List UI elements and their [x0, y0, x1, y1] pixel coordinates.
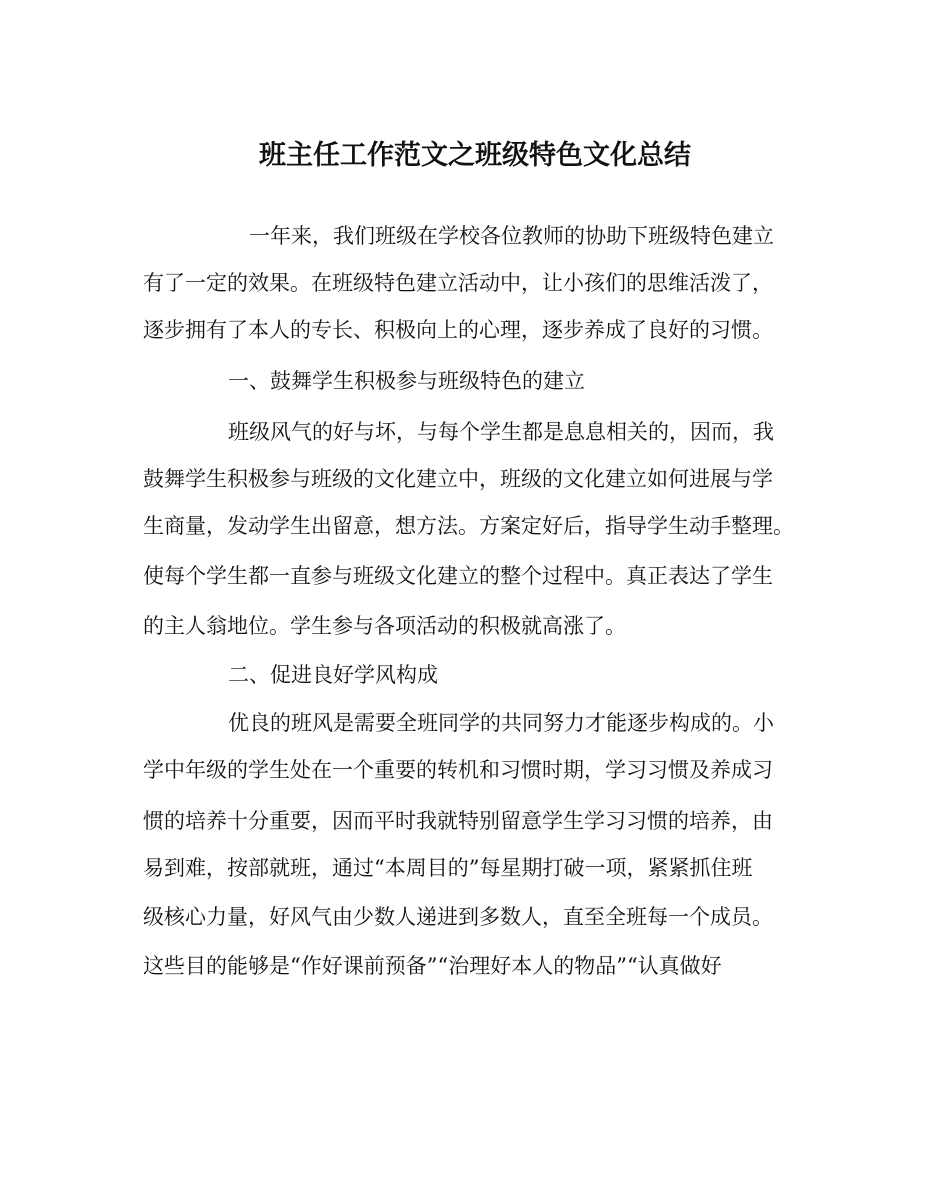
- section-heading: 二、促进良好学风构成: [228, 663, 438, 687]
- paragraph-line: 易到难，按部就班，通过“本周目的”每星期打破一项，紧紧抓住班: [143, 856, 753, 880]
- paragraph-line: 学中年级的学生处在一个重要的转机和习惯时期，学习习惯及养成习: [143, 758, 773, 782]
- paragraph-line: 使每个学生都一直参与班级文化建立的整个过程中。真正表达了学生: [143, 564, 773, 588]
- paragraph-line: 生商量，发动学生出留意，想方法。方案定好后，指导学生动手整理。: [143, 514, 794, 538]
- document-title: 班主任工作范文之班级特色文化总结: [259, 140, 691, 171]
- paragraph-line: 级核心力量，好风气由少数人递进到多数人，直至全班每一个成员。: [143, 905, 773, 929]
- paragraph-line: 鼓舞学生积极参与班级的文化建立中，班级的文化建立如何进展与学: [143, 467, 773, 491]
- paragraph-line: 的主人翁地位。学生参与各项活动的积极就高涨了。: [143, 614, 626, 638]
- paragraph-line: 惯的培养十分重要，因而平时我就特别留意学生学习习惯的培养，由: [143, 809, 773, 833]
- paragraph-line: 逐步拥有了本人的专长、积极向上的心理，逐步养成了良好的习惯。: [143, 318, 773, 342]
- paragraph-line: 一年来，我们班级在学校各位教师的协助下班级特色建立: [249, 224, 774, 248]
- paragraph-line: 这些目的能够是“作好课前预备”“治理好本人的物品”“认真做好: [143, 954, 722, 978]
- paragraph-line: 有了一定的效果。在班级特色建立活动中，让小孩们的思维活泼了，: [143, 271, 773, 295]
- paragraph-line: 班级风气的好与坏，与每个学生都是息息相关的，因而，我: [228, 420, 774, 444]
- section-heading: 一、鼓舞学生积极参与班级特色的建立: [228, 369, 585, 393]
- paragraph-line: 优良的班风是需要全班同学的共同努力才能逐步构成的。小: [228, 711, 774, 735]
